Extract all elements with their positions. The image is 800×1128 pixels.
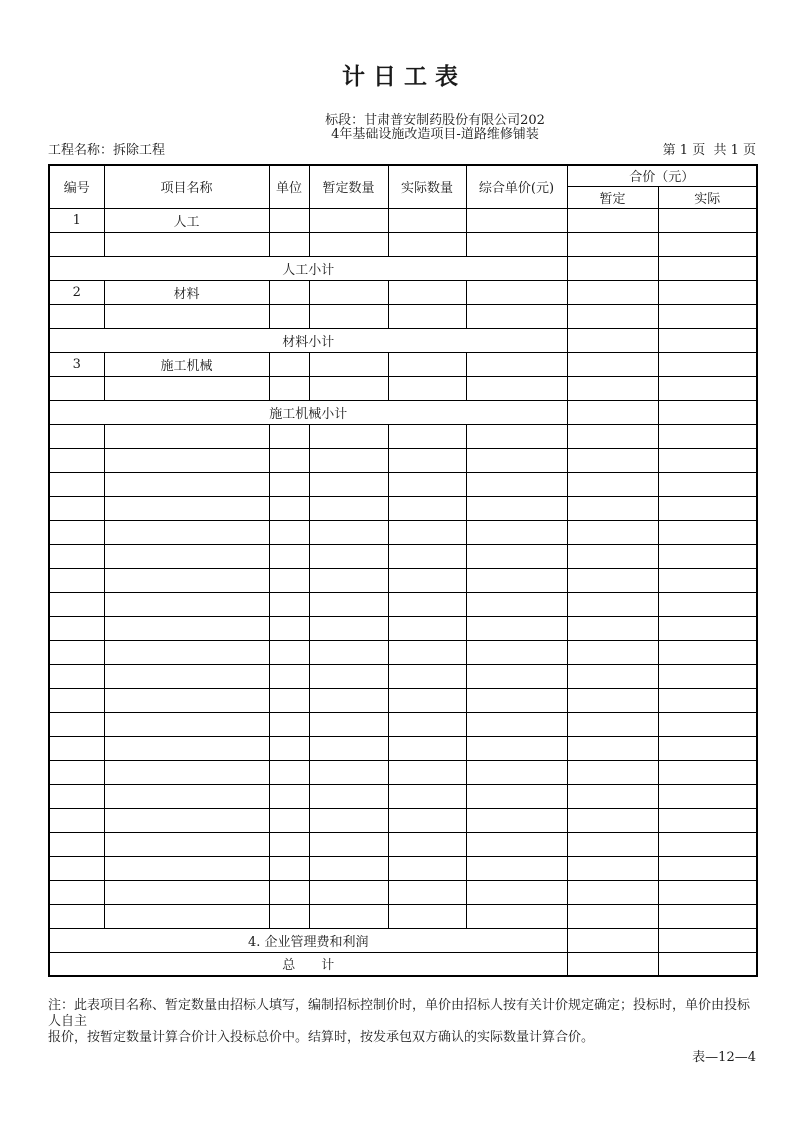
empty-cell bbox=[388, 448, 466, 472]
empty-row bbox=[49, 232, 757, 256]
labor-section bbox=[49, 208, 757, 280]
empty-cell bbox=[49, 664, 104, 688]
empty-cell bbox=[466, 232, 567, 256]
empty-cell bbox=[658, 904, 757, 928]
empty-cell bbox=[567, 760, 658, 784]
empty-cell bbox=[269, 616, 309, 640]
empty-row bbox=[49, 760, 757, 784]
machinery-subtotal-label: 施工机械小计 bbox=[49, 400, 567, 424]
empty-cell bbox=[567, 232, 658, 256]
empty-cell bbox=[466, 520, 567, 544]
empty-row bbox=[49, 832, 757, 856]
empty-cell bbox=[269, 304, 309, 328]
empty-cell bbox=[388, 856, 466, 880]
empty-cell bbox=[658, 496, 757, 520]
empty-cell bbox=[567, 496, 658, 520]
empty-cell bbox=[388, 904, 466, 928]
empty-cell bbox=[658, 880, 757, 904]
machinery-subtotal-row bbox=[49, 400, 757, 424]
empty-cell bbox=[309, 472, 388, 496]
footnote bbox=[48, 998, 758, 1046]
empty-cell bbox=[49, 616, 104, 640]
machinery-no-cell: 3 bbox=[49, 352, 104, 376]
empty-cell bbox=[567, 616, 658, 640]
empty-cell bbox=[49, 520, 104, 544]
empty-cell bbox=[49, 304, 104, 328]
empty-row bbox=[49, 448, 757, 472]
empty-cell bbox=[567, 832, 658, 856]
empty-cell bbox=[49, 832, 104, 856]
empty-cell bbox=[466, 904, 567, 928]
empty-row bbox=[49, 568, 757, 592]
empty-cell bbox=[269, 640, 309, 664]
empty-cell bbox=[388, 688, 466, 712]
daywork-table bbox=[48, 164, 758, 977]
empty-cell bbox=[309, 808, 388, 832]
empty-rows bbox=[49, 424, 757, 928]
empty-cell bbox=[104, 832, 269, 856]
col-header-unit: 单位 bbox=[269, 165, 309, 208]
empty-cell bbox=[567, 448, 658, 472]
empty-cell bbox=[567, 592, 658, 616]
empty-row bbox=[49, 472, 757, 496]
empty-cell bbox=[269, 352, 309, 376]
empty-cell bbox=[309, 352, 388, 376]
page-title: 计日工表 bbox=[342, 63, 466, 90]
col-header-unit-price: 综合单价(元) bbox=[466, 165, 567, 208]
empty-cell bbox=[49, 592, 104, 616]
empty-row bbox=[49, 712, 757, 736]
empty-cell bbox=[466, 376, 567, 400]
empty-cell bbox=[567, 928, 658, 952]
empty-cell bbox=[388, 304, 466, 328]
empty-cell bbox=[658, 520, 757, 544]
empty-cell bbox=[269, 880, 309, 904]
empty-cell bbox=[567, 568, 658, 592]
empty-cell bbox=[567, 424, 658, 448]
empty-cell bbox=[104, 232, 269, 256]
empty-cell bbox=[269, 712, 309, 736]
empty-cell bbox=[658, 280, 757, 304]
empty-cell bbox=[658, 760, 757, 784]
empty-cell bbox=[567, 520, 658, 544]
empty-cell bbox=[388, 832, 466, 856]
empty-cell bbox=[388, 760, 466, 784]
empty-cell bbox=[388, 424, 466, 448]
empty-cell bbox=[658, 808, 757, 832]
empty-cell bbox=[269, 664, 309, 688]
empty-cell bbox=[388, 568, 466, 592]
empty-cell bbox=[388, 808, 466, 832]
empty-cell bbox=[388, 640, 466, 664]
empty-cell bbox=[104, 640, 269, 664]
empty-cell bbox=[269, 688, 309, 712]
empty-cell bbox=[466, 880, 567, 904]
empty-cell bbox=[466, 736, 567, 760]
empty-cell bbox=[658, 424, 757, 448]
empty-cell bbox=[104, 592, 269, 616]
empty-cell bbox=[658, 544, 757, 568]
labor-name-cell: 人工 bbox=[104, 208, 269, 232]
empty-cell bbox=[104, 856, 269, 880]
empty-cell bbox=[658, 712, 757, 736]
empty-cell bbox=[269, 568, 309, 592]
empty-cell bbox=[466, 472, 567, 496]
empty-cell bbox=[309, 376, 388, 400]
empty-row bbox=[49, 856, 757, 880]
empty-cell bbox=[658, 568, 757, 592]
empty-cell bbox=[388, 352, 466, 376]
empty-cell bbox=[49, 784, 104, 808]
empty-cell bbox=[567, 256, 658, 280]
empty-cell bbox=[567, 280, 658, 304]
management-fee-label: 4. 企业管理费和利润 bbox=[49, 928, 567, 952]
empty-row bbox=[49, 640, 757, 664]
material-subtotal-label: 材料小计 bbox=[49, 328, 567, 352]
empty-cell bbox=[466, 448, 567, 472]
empty-row bbox=[49, 808, 757, 832]
empty-cell bbox=[658, 688, 757, 712]
empty-cell bbox=[658, 376, 757, 400]
empty-cell bbox=[466, 832, 567, 856]
grand-total-row bbox=[49, 952, 757, 976]
empty-cell bbox=[388, 520, 466, 544]
empty-row bbox=[49, 544, 757, 568]
page-number-info: 第 1 页 共 1 页 bbox=[662, 143, 756, 158]
empty-cell bbox=[466, 640, 567, 664]
material-name-cell: 材料 bbox=[104, 280, 269, 304]
empty-cell bbox=[49, 232, 104, 256]
header-row-top bbox=[49, 165, 757, 186]
empty-cell bbox=[309, 448, 388, 472]
empty-cell bbox=[269, 424, 309, 448]
bid-section-info bbox=[115, 114, 755, 142]
footnote-line1: 注：此表项目名称、暂定数量由招标人填写，编制招标控制价时，单价由招标人按有关计价规定确定；投标时，单价由投标人自主 bbox=[48, 998, 751, 1029]
bid-section-line1: 标段：甘肃普安制药股份有限公司202 bbox=[325, 113, 545, 128]
empty-cell bbox=[388, 544, 466, 568]
empty-cell bbox=[658, 232, 757, 256]
empty-cell bbox=[466, 304, 567, 328]
empty-cell bbox=[104, 448, 269, 472]
empty-cell bbox=[309, 568, 388, 592]
empty-row bbox=[49, 424, 757, 448]
empty-cell bbox=[567, 712, 658, 736]
empty-cell bbox=[658, 616, 757, 640]
empty-cell bbox=[309, 784, 388, 808]
empty-cell bbox=[269, 448, 309, 472]
col-header-total-price: 合价（元） bbox=[567, 165, 757, 186]
material-no-cell: 2 bbox=[49, 280, 104, 304]
empty-cell bbox=[466, 544, 567, 568]
summary-section bbox=[49, 928, 757, 976]
empty-cell bbox=[466, 208, 567, 232]
empty-cell bbox=[658, 928, 757, 952]
empty-row bbox=[49, 784, 757, 808]
management-fee-row bbox=[49, 928, 757, 952]
labor-subtotal-row bbox=[49, 256, 757, 280]
empty-cell bbox=[466, 568, 567, 592]
machinery-row bbox=[49, 352, 757, 376]
empty-cell bbox=[309, 616, 388, 640]
empty-cell bbox=[49, 640, 104, 664]
empty-cell bbox=[269, 208, 309, 232]
empty-cell bbox=[309, 592, 388, 616]
empty-cell bbox=[567, 400, 658, 424]
col-header-no: 编号 bbox=[49, 165, 104, 208]
empty-cell bbox=[269, 736, 309, 760]
empty-cell bbox=[567, 304, 658, 328]
empty-cell bbox=[49, 568, 104, 592]
empty-cell bbox=[49, 448, 104, 472]
empty-cell bbox=[309, 496, 388, 520]
empty-cell bbox=[567, 880, 658, 904]
empty-cell bbox=[269, 832, 309, 856]
empty-row bbox=[49, 664, 757, 688]
empty-cell bbox=[104, 472, 269, 496]
empty-row bbox=[49, 616, 757, 640]
empty-cell bbox=[466, 664, 567, 688]
empty-cell bbox=[49, 544, 104, 568]
empty-cell bbox=[388, 880, 466, 904]
labor-subtotal-label: 人工小计 bbox=[49, 256, 567, 280]
empty-cell bbox=[466, 712, 567, 736]
empty-cell bbox=[567, 952, 658, 976]
grand-total-label: 总 计 bbox=[49, 952, 567, 976]
machinery-name-cell: 施工机械 bbox=[104, 352, 269, 376]
empty-cell bbox=[388, 592, 466, 616]
empty-cell bbox=[466, 760, 567, 784]
empty-cell bbox=[309, 664, 388, 688]
empty-row bbox=[49, 520, 757, 544]
empty-cell bbox=[567, 904, 658, 928]
empty-row bbox=[49, 736, 757, 760]
empty-cell bbox=[388, 376, 466, 400]
empty-cell bbox=[388, 208, 466, 232]
empty-cell bbox=[567, 664, 658, 688]
empty-cell bbox=[269, 592, 309, 616]
empty-cell bbox=[658, 856, 757, 880]
header-section bbox=[49, 165, 757, 208]
empty-cell bbox=[269, 760, 309, 784]
empty-cell bbox=[104, 376, 269, 400]
empty-cell bbox=[567, 688, 658, 712]
empty-cell bbox=[388, 784, 466, 808]
empty-cell bbox=[104, 496, 269, 520]
empty-cell bbox=[388, 616, 466, 640]
empty-cell bbox=[466, 592, 567, 616]
empty-cell bbox=[104, 688, 269, 712]
empty-cell bbox=[104, 784, 269, 808]
empty-cell bbox=[49, 688, 104, 712]
empty-cell bbox=[309, 856, 388, 880]
empty-row bbox=[49, 880, 757, 904]
empty-cell bbox=[658, 304, 757, 328]
empty-cell bbox=[658, 352, 757, 376]
empty-cell bbox=[104, 760, 269, 784]
labor-no-cell: 1 bbox=[49, 208, 104, 232]
empty-cell bbox=[269, 856, 309, 880]
empty-cell bbox=[104, 904, 269, 928]
empty-cell bbox=[269, 520, 309, 544]
empty-cell bbox=[567, 328, 658, 352]
empty-cell bbox=[309, 304, 388, 328]
empty-cell bbox=[49, 376, 104, 400]
empty-cell bbox=[466, 424, 567, 448]
empty-cell bbox=[658, 256, 757, 280]
empty-cell bbox=[269, 472, 309, 496]
empty-cell bbox=[269, 376, 309, 400]
empty-cell bbox=[658, 328, 757, 352]
material-subtotal-row bbox=[49, 328, 757, 352]
empty-cell bbox=[49, 808, 104, 832]
empty-cell bbox=[309, 760, 388, 784]
col-header-item-name: 项目名称 bbox=[104, 165, 269, 208]
empty-cell bbox=[388, 232, 466, 256]
empty-cell bbox=[567, 472, 658, 496]
empty-cell bbox=[104, 736, 269, 760]
empty-cell bbox=[269, 784, 309, 808]
empty-cell bbox=[466, 352, 567, 376]
empty-cell bbox=[309, 880, 388, 904]
empty-cell bbox=[269, 544, 309, 568]
empty-row bbox=[49, 304, 757, 328]
empty-cell bbox=[309, 232, 388, 256]
empty-cell bbox=[388, 472, 466, 496]
empty-cell bbox=[658, 832, 757, 856]
empty-cell bbox=[309, 904, 388, 928]
empty-cell bbox=[269, 496, 309, 520]
empty-cell bbox=[567, 784, 658, 808]
empty-cell bbox=[269, 904, 309, 928]
empty-cell bbox=[388, 712, 466, 736]
empty-cell bbox=[567, 376, 658, 400]
footnote-line2: 报价，按暂定数量计算合价计入投标总价中。结算时，按发承包双方确认的实际数量计算合价。 bbox=[48, 1030, 595, 1045]
empty-cell bbox=[658, 448, 757, 472]
labor-row bbox=[49, 208, 757, 232]
col-header-tentative-qty: 暂定数量 bbox=[309, 165, 388, 208]
empty-cell bbox=[658, 592, 757, 616]
empty-row bbox=[49, 376, 757, 400]
empty-row bbox=[49, 592, 757, 616]
col-header-total-actual: 实际 bbox=[658, 186, 757, 208]
empty-cell bbox=[658, 400, 757, 424]
empty-cell bbox=[269, 808, 309, 832]
empty-cell bbox=[49, 496, 104, 520]
empty-cell bbox=[466, 496, 567, 520]
empty-cell bbox=[658, 208, 757, 232]
form-code-label: 表—12—4 bbox=[692, 1050, 756, 1065]
empty-cell bbox=[309, 736, 388, 760]
empty-cell bbox=[388, 496, 466, 520]
material-row bbox=[49, 280, 757, 304]
empty-cell bbox=[269, 280, 309, 304]
empty-cell bbox=[309, 712, 388, 736]
material-section bbox=[49, 280, 757, 352]
empty-cell bbox=[309, 832, 388, 856]
empty-cell bbox=[49, 904, 104, 928]
empty-cell bbox=[658, 784, 757, 808]
table-meta-row bbox=[48, 139, 756, 158]
empty-cell bbox=[49, 712, 104, 736]
empty-cell bbox=[104, 712, 269, 736]
empty-cell bbox=[49, 472, 104, 496]
empty-cell bbox=[466, 616, 567, 640]
empty-cell bbox=[104, 520, 269, 544]
empty-cell bbox=[658, 472, 757, 496]
empty-cell bbox=[104, 880, 269, 904]
empty-cell bbox=[309, 688, 388, 712]
empty-row bbox=[49, 496, 757, 520]
empty-cell bbox=[466, 688, 567, 712]
empty-cell bbox=[567, 544, 658, 568]
empty-cell bbox=[49, 760, 104, 784]
empty-cell bbox=[104, 616, 269, 640]
col-header-total-tentative: 暂定 bbox=[567, 186, 658, 208]
empty-cell bbox=[49, 424, 104, 448]
empty-cell bbox=[466, 856, 567, 880]
empty-cell bbox=[466, 784, 567, 808]
col-header-actual-qty: 实际数量 bbox=[388, 165, 466, 208]
empty-cell bbox=[269, 232, 309, 256]
empty-cell bbox=[567, 208, 658, 232]
empty-cell bbox=[309, 280, 388, 304]
empty-cell bbox=[658, 664, 757, 688]
empty-cell bbox=[567, 856, 658, 880]
empty-cell bbox=[104, 568, 269, 592]
empty-cell bbox=[388, 280, 466, 304]
empty-cell bbox=[466, 808, 567, 832]
empty-cell bbox=[658, 952, 757, 976]
empty-cell bbox=[104, 544, 269, 568]
empty-cell bbox=[49, 736, 104, 760]
empty-cell bbox=[466, 280, 567, 304]
empty-cell bbox=[104, 304, 269, 328]
empty-cell bbox=[567, 808, 658, 832]
project-name-label: 工程名称：拆除工程 bbox=[48, 143, 166, 158]
empty-cell bbox=[309, 544, 388, 568]
empty-cell bbox=[567, 640, 658, 664]
empty-cell bbox=[388, 664, 466, 688]
empty-cell bbox=[309, 520, 388, 544]
empty-cell bbox=[104, 424, 269, 448]
empty-cell bbox=[49, 856, 104, 880]
empty-row bbox=[49, 688, 757, 712]
empty-cell bbox=[658, 640, 757, 664]
empty-cell bbox=[104, 664, 269, 688]
empty-cell bbox=[49, 880, 104, 904]
empty-cell bbox=[309, 640, 388, 664]
empty-cell bbox=[104, 808, 269, 832]
empty-cell bbox=[567, 352, 658, 376]
empty-cell bbox=[658, 736, 757, 760]
empty-cell bbox=[567, 736, 658, 760]
bid-section-line2: 4年基础设施改造项目-道路维修铺装 bbox=[331, 127, 539, 142]
empty-cell bbox=[309, 208, 388, 232]
empty-row bbox=[49, 904, 757, 928]
empty-cell bbox=[388, 736, 466, 760]
machinery-section bbox=[49, 352, 757, 424]
empty-cell bbox=[309, 424, 388, 448]
